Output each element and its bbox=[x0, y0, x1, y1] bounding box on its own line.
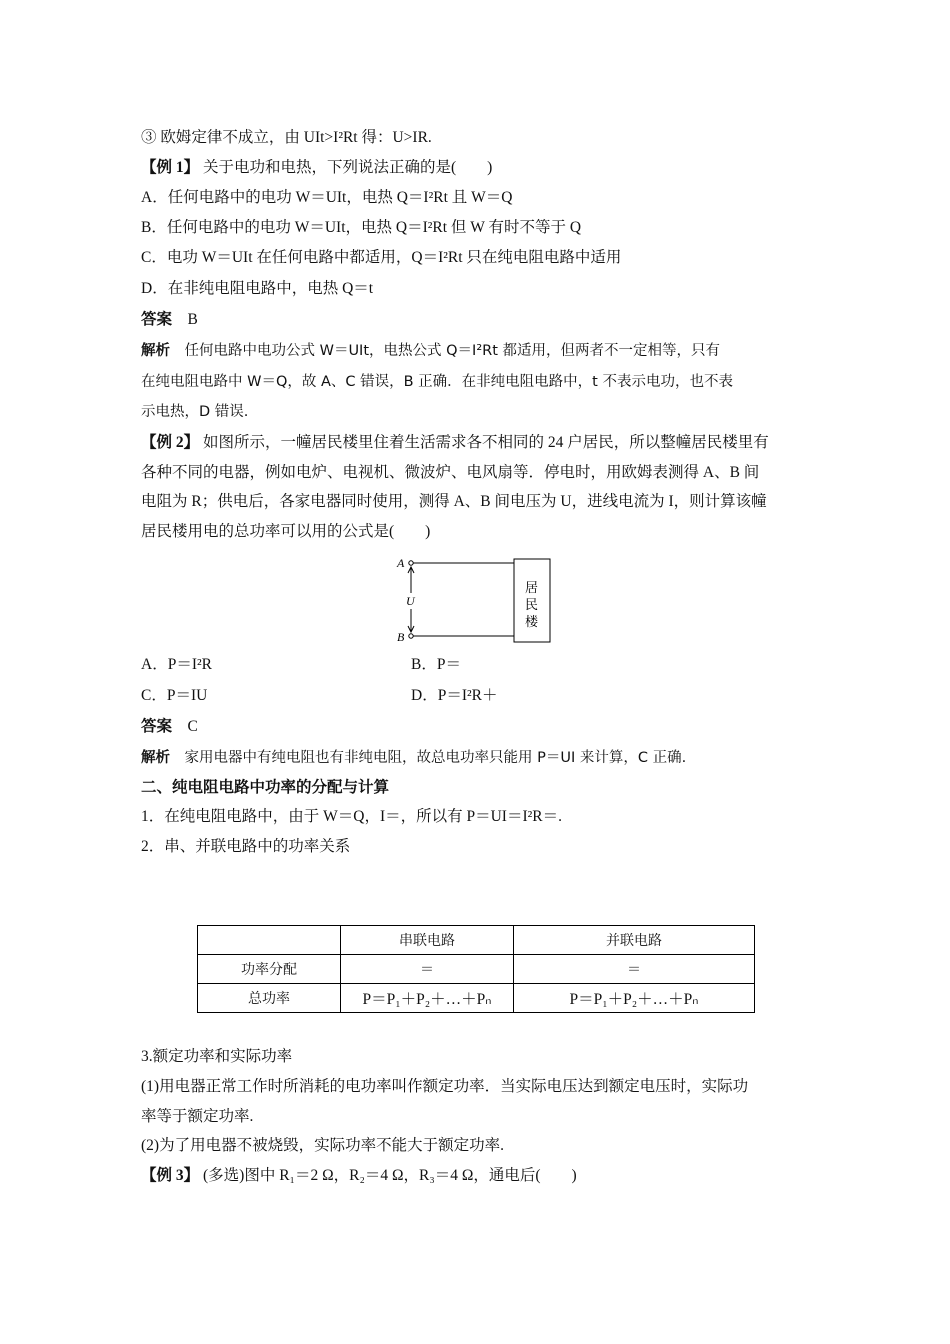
example3-tag: 【例 3】 bbox=[141, 1167, 200, 1184]
example2-option-b: B．P＝ bbox=[411, 656, 461, 673]
example1-option-a: A．任何电路中的电功 W＝UIt，电热 Q＝I²Rt 且 W＝Q bbox=[141, 189, 513, 206]
terminal-b bbox=[409, 634, 413, 638]
point-3: 3.额定功率和实际功率 bbox=[141, 1048, 293, 1065]
table-row bbox=[198, 955, 755, 984]
example2-option-a: A．P＝I²R bbox=[141, 656, 212, 673]
example1-option-c: C．电功 W＝UIt 在任何电路中都适用，Q＝I²Rt 只在纯电阻电路中适用 bbox=[141, 249, 622, 266]
analysis-tag: 解析 bbox=[141, 750, 170, 766]
table-cell: ＝ bbox=[514, 955, 755, 984]
section-heading: 二、纯电阻电路中功率的分配与计算 bbox=[141, 779, 390, 796]
table-cell: ＝ bbox=[341, 955, 514, 984]
table-header-cell: 并联电路 bbox=[514, 926, 755, 955]
point-2: 2．串、并联电路中的功率关系 bbox=[141, 838, 351, 855]
answer-tag: 答案 bbox=[141, 311, 173, 328]
point-3-2: (2)为了用电器不被烧毁，实际功率不能大于额定功率. bbox=[141, 1137, 504, 1154]
box-char-2: 民 bbox=[525, 598, 539, 613]
box-char-1: 居 bbox=[525, 581, 539, 596]
point-1: 1．在纯电阻电路中，由于 W＝Q，I＝，所以有 P＝UI＝I²R＝. bbox=[141, 808, 562, 825]
example2-line-3: 电阻为 R；供电后，各家电器同时使用，测得 A、B 间电压为 U，进线电流为 I，则计算该幢 bbox=[141, 493, 767, 510]
example1-stem bbox=[141, 158, 492, 178]
table-header-cell: 串联电路 bbox=[341, 926, 514, 955]
label-a: A bbox=[397, 556, 405, 570]
answer-value: C bbox=[172, 718, 198, 735]
circuit-figure bbox=[393, 553, 563, 648]
example1-tag: 【例 1】 bbox=[141, 159, 200, 176]
table-cell: 总功率 bbox=[198, 984, 341, 1013]
table-row bbox=[198, 984, 755, 1013]
table-cell: 功率分配 bbox=[198, 955, 341, 984]
box-char-3: 楼 bbox=[525, 615, 539, 630]
answer-value: B bbox=[172, 311, 198, 328]
analysis-tag: 解析 bbox=[141, 343, 170, 359]
example1-question: 关于电功和电热，下列说法正确的是( ) bbox=[199, 159, 493, 176]
example2-stem bbox=[141, 433, 769, 453]
answer-tag: 答案 bbox=[141, 718, 173, 735]
example2-analysis bbox=[141, 748, 686, 768]
analysis-text: 家用电器中有纯电阻也有非纯电阻，故总电功率只能用 P＝UI 来计算，C 正确. bbox=[170, 750, 687, 766]
example2-line-4: 居民楼用电的总功率可以用的公式是( ) bbox=[141, 523, 431, 540]
analysis-text: 任何电路中电功公式 W＝UIt，电热公式 Q＝I²Rt 都适用，但两者不一定相等，只有 bbox=[170, 343, 720, 359]
example3-stem bbox=[141, 1166, 577, 1186]
table-cell: P＝P₁＋P₂＋…＋Pₙ bbox=[341, 984, 514, 1013]
table-header-cell bbox=[198, 926, 341, 955]
example3-text: (多选)图中 R₁＝2 Ω，R₂＝4 Ω，R₃＝4 Ω，通电后( ) bbox=[199, 1167, 577, 1184]
example2-text: 如图所示，一幢居民楼里住着生活需求各不相同的 24 户居民，所以整幢居民楼里有 bbox=[199, 434, 769, 451]
example1-analysis-2: 在纯电阻电路中 W＝Q，故 A、C 错误，B 正确．在非纯电阻电路中，t 不表示电功，也不表 bbox=[141, 374, 733, 390]
example1-analysis-3: 示电热，D 错误. bbox=[141, 404, 249, 420]
example1-answer bbox=[141, 310, 198, 330]
example2-option-c: C．P＝IU bbox=[141, 687, 208, 704]
power-relation-table bbox=[197, 925, 755, 1013]
table-header-row bbox=[198, 926, 755, 955]
point-3-1: (1)用电器正常工作时所消耗的电功率叫作额定功率．当实际电压达到额定电压时，实际功 bbox=[141, 1078, 749, 1095]
point-3-1-cont: 率等于额定功率. bbox=[141, 1108, 254, 1125]
example2-answer bbox=[141, 717, 198, 737]
label-b: B bbox=[397, 630, 405, 644]
line-ohm-law: ③ 欧姆定律不成立，由 UIt>I²Rt 得：U>IR. bbox=[141, 129, 432, 146]
example2-tag: 【例 2】 bbox=[141, 434, 200, 451]
table-cell: P＝P₁＋P₂＋…＋Pₙ bbox=[514, 984, 755, 1013]
example1-option-d: D．在非纯电阻电路中，电热 Q＝t bbox=[141, 280, 374, 297]
terminal-a bbox=[409, 561, 413, 565]
example1-option-b: B．任何电路中的电功 W＝UIt，电热 Q＝I²Rt 但 W 有时不等于 Q bbox=[141, 219, 582, 236]
example1-analysis-1 bbox=[141, 341, 720, 361]
example2-line-2: 各种不同的电器，例如电炉、电视机、微波炉、电风扇等．停电时，用欧姆表测得 A、B 间 bbox=[141, 464, 760, 481]
example2-option-d: D．P＝I²R＋ bbox=[411, 687, 498, 704]
label-u: U bbox=[406, 594, 415, 608]
